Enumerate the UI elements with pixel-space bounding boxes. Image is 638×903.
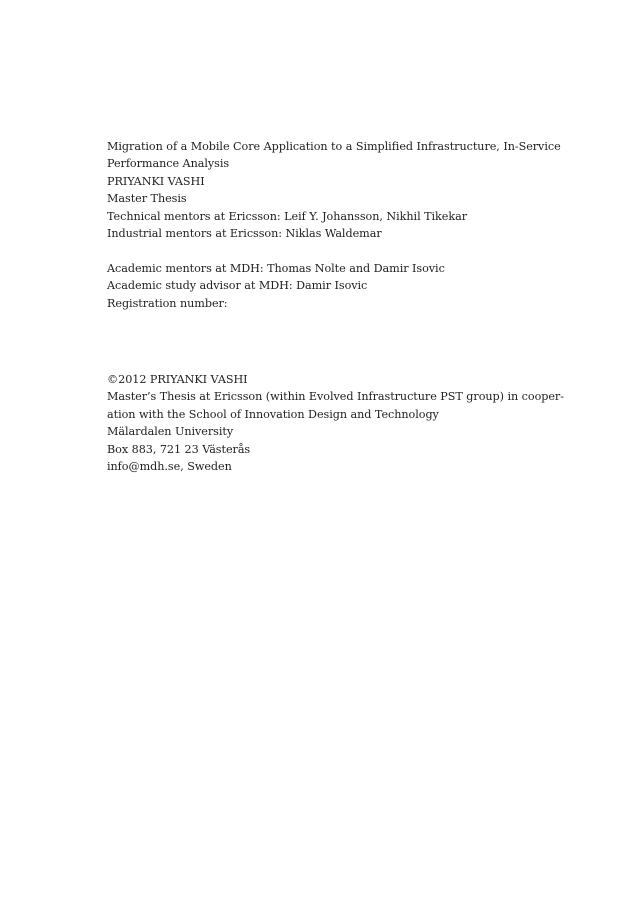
thesis-title-line-1: Migration of a Mobile Core Application to a Simplified Infrastructure, In-Service — [107, 140, 561, 153]
thesis-info-block — [107, 138, 561, 312]
technical-mentors: Technical mentors at Ericsson: Leif Y. Johansson, Nikhil Tikekar — [107, 209, 467, 223]
document-type: Master Thesis — [107, 192, 187, 206]
copyright-block — [107, 371, 564, 475]
university-name: Mälardalen University — [107, 425, 234, 439]
thesis-description-line-2: ation with the School of Innovation Design and Technology — [107, 407, 439, 421]
academic-study-advisor: Academic study advisor at MDH: Damir Isovic — [107, 279, 368, 293]
registration-number: Registration number: — [107, 296, 228, 310]
academic-mentors: Academic mentors at MDH: Thomas Nolte and Damir Isovic — [107, 261, 445, 275]
thesis-description-line-1: Master’s Thesis at Ericsson (within Evolved Infrastructure PST group) in cooper- — [107, 390, 564, 404]
industrial-mentors: Industrial mentors at Ericsson: Niklas Waldemar — [107, 227, 382, 241]
contact-email: info@mdh.se, Sweden — [107, 460, 232, 474]
postal-address: Box 883, 721 23 Västerås — [107, 442, 251, 456]
blank-line — [107, 242, 537, 259]
author-name: PRIYANKI VASHI — [107, 174, 205, 188]
copyright-notice: ©2012 PRIYANKI VASHI — [107, 373, 248, 386]
thesis-title-line-2: Performance Analysis — [107, 157, 230, 171]
